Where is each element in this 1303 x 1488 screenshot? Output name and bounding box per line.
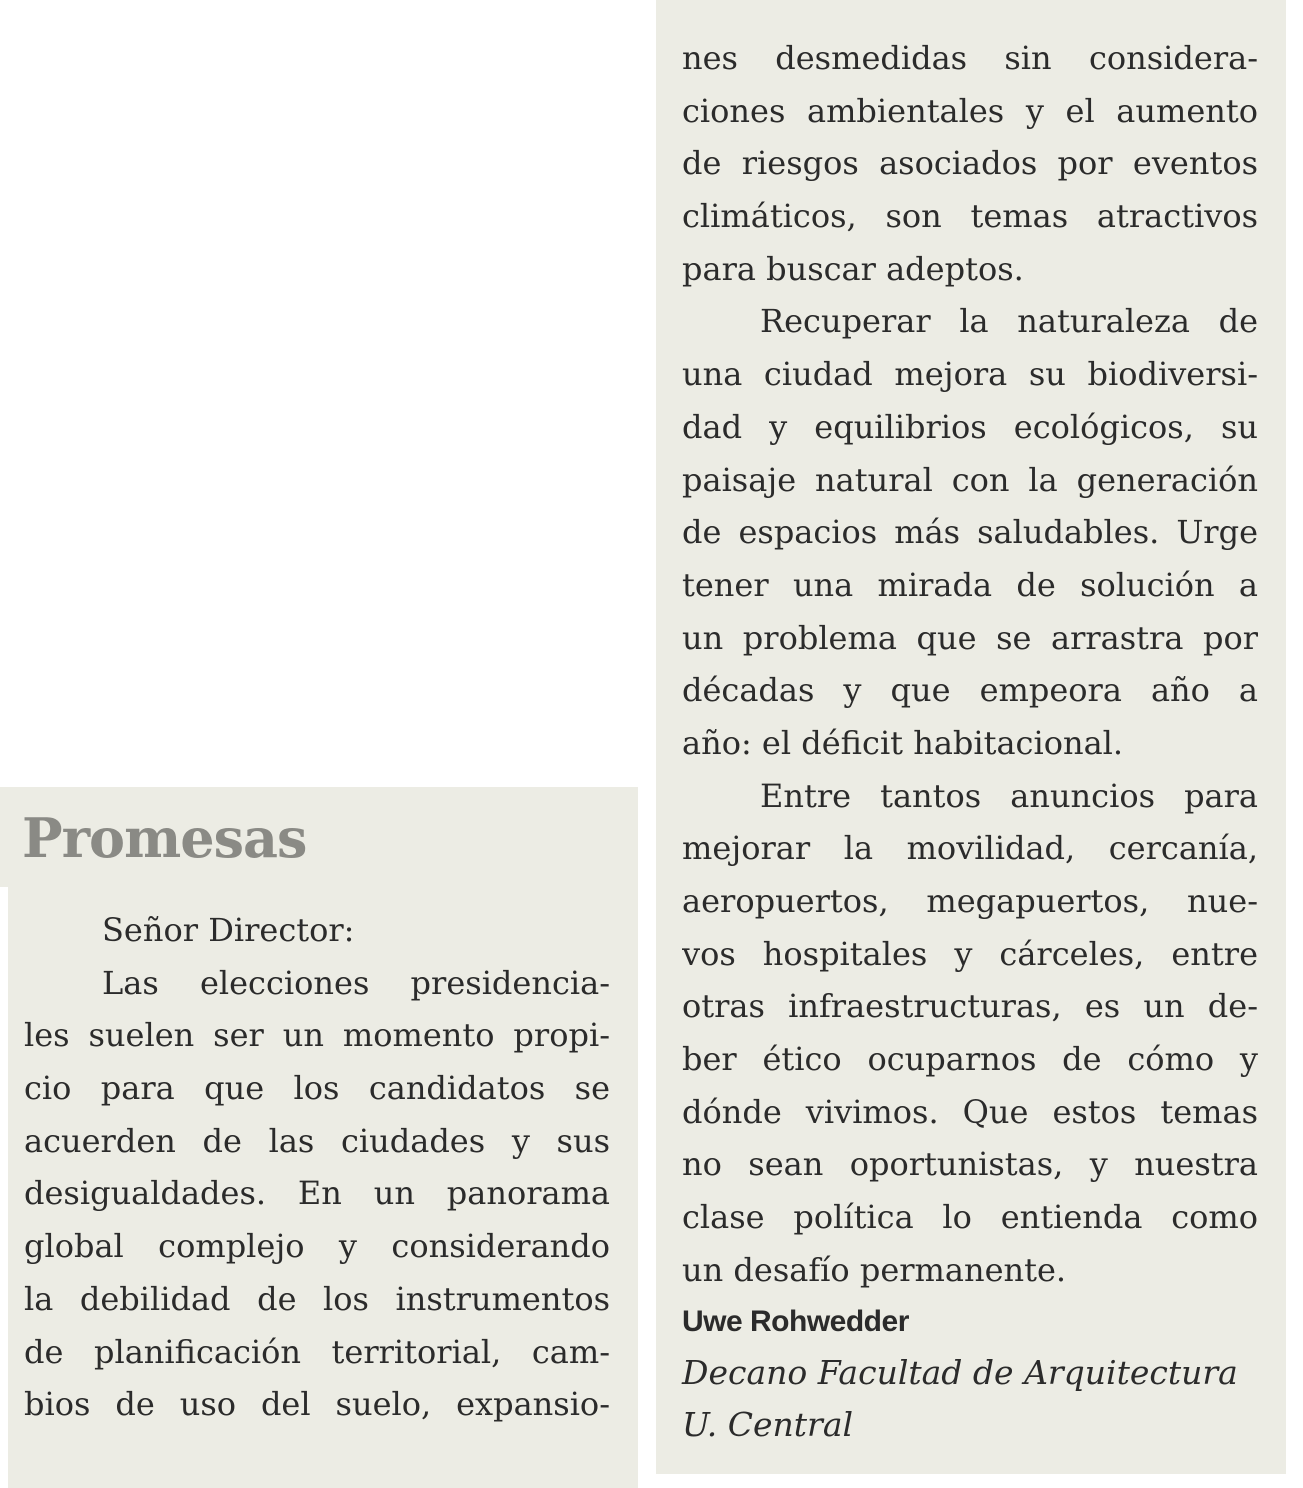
text-line: nes desmedidas sin considera- <box>682 39 1258 77</box>
left-text-column <box>24 904 610 1431</box>
text-line: ciones ambientales y el aumento <box>682 91 1258 130</box>
author-affiliation: U. Central <box>682 1404 854 1444</box>
salutation: Señor Director: <box>102 911 355 949</box>
article-title: Promesas <box>22 806 307 870</box>
text-line: un desafío permanente. <box>682 1250 1067 1289</box>
text-line: de planificación territorial, cam- <box>24 1332 610 1371</box>
text-line: global complejo y considerando <box>24 1227 610 1266</box>
left-column-notch <box>0 887 8 1488</box>
text-line: Recuperar la naturaleza de <box>760 302 1258 341</box>
text-line: otras infraestructuras, es un de- <box>682 987 1258 1026</box>
text-line: aeropuertos, megapuertos, nue- <box>682 882 1258 920</box>
text-line: no sean oportunistas, y nuestra <box>682 1145 1258 1184</box>
text-line: año: el déficit habitacional. <box>682 723 1124 762</box>
text-line: mejorar la movilidad, cercanía, <box>682 829 1258 868</box>
text-line: décadas y que empeora año a <box>682 671 1258 710</box>
text-line: clase política lo entienda como <box>682 1198 1258 1237</box>
text-line: un problema que se arrastra por <box>682 618 1258 657</box>
text-line: acuerden de las ciudades y sus <box>24 1121 610 1160</box>
author-role: Decano Facultad de Arquitectura <box>682 1352 1238 1392</box>
text-line: ber ético ocuparnos de cómo y <box>682 1040 1258 1079</box>
text-line: dónde vivimos. Que estos temas <box>682 1092 1258 1131</box>
text-line: les suelen ser un momento propi- <box>24 1016 610 1055</box>
text-line: vos hospitales y cárceles, entre <box>682 934 1258 973</box>
text-line: la debilidad de los instrumentos <box>24 1279 610 1318</box>
text-line: bios de uso del suelo, expansio- <box>24 1385 610 1424</box>
text-line: de espacios más saludables. Urge <box>682 513 1258 552</box>
right-text-column <box>682 32 1258 1451</box>
text-line: cio para que los candidatos se <box>24 1069 610 1108</box>
text-line: una ciudad mejora su biodiversi- <box>682 355 1258 394</box>
text-line: Entre tantos anuncios para <box>760 776 1258 815</box>
text-line: Las elecciones presidencia- <box>102 963 610 1002</box>
text-line: desigualdades. En un panorama <box>24 1174 610 1213</box>
text-line: tener una mirada de solución a <box>682 565 1258 604</box>
text-line: paisaje natural con la generación <box>682 460 1258 499</box>
text-line: de riesgos asociados por eventos <box>682 144 1258 183</box>
author-name: Uwe Rohwedder <box>682 1304 909 1338</box>
text-line: dad y equilibrios ecológicos, su <box>682 407 1258 446</box>
text-line: para buscar adeptos. <box>682 249 1024 288</box>
text-line: climáticos, son temas atractivos <box>682 197 1258 236</box>
